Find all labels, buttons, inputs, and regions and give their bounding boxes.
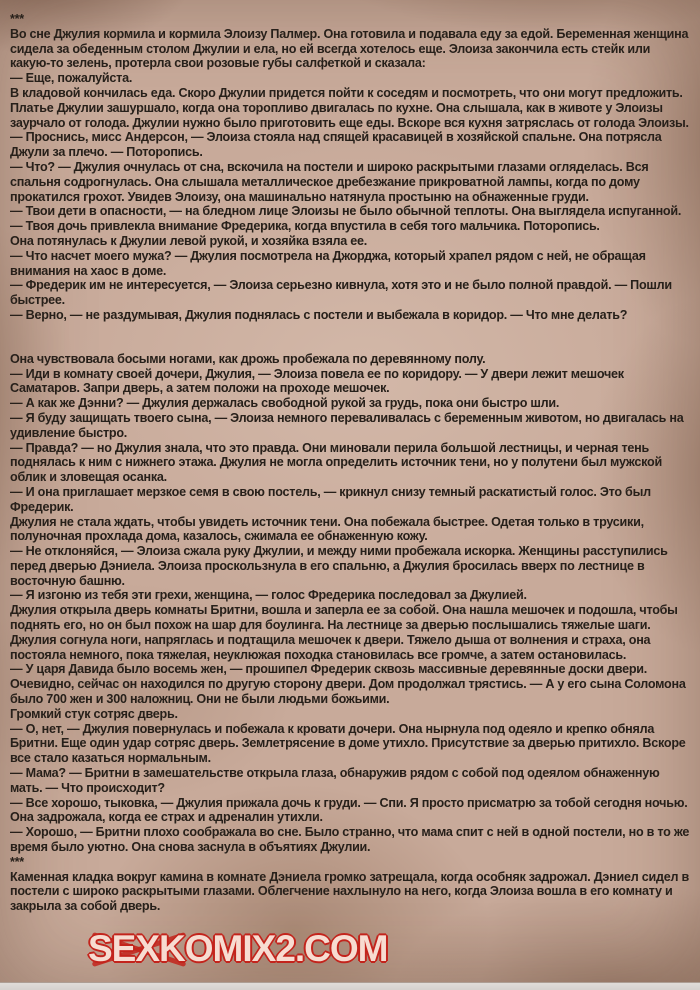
story-paragraph: — А как же Дэнни? — Джулия держалась свободной рукой за грудь, пока они быстро шли.	[10, 396, 560, 411]
story-paragraph: — Твои дети в опасности, — на бледном лице Элоизы не было обычной теплоты. Она выглядела испуганной. — Твоя дочь привлекла внимание Фредерика, когда впустила в себя того мальчика. Поторопись.	[10, 204, 682, 234]
story-paragraph: Во сне Джулия кормила и кормила Элоизу Палмер. Она готовила и подавала еду за едой. Беременная женщина сидела за обеденным столом Джулии и ела, но ей всегда хотелось еще. Элоиза закончила есть стейк или какую-то зелень, протерла свои розовые губы салфеткой и сказала:	[10, 26, 689, 71]
story-paragraph: В кладовой кончилась еда. Скоро Джулии придется пойти к соседям и посмотреть, что они могут предложить. Платье Джулии зашуршало, когда она торопливо двигалась по кухне. Она слышала, как в животе у Элоизы заурчало от голода. Джулии нужно было приготовить еще еды. Вскоре вся кухня затряслась от голода Элоизы.	[10, 85, 689, 130]
section-separator: ***	[10, 12, 24, 26]
story-paragraph: Джулия не стала ждать, чтобы увидеть источник тени. Она побежала быстрее. Одетая только в трусики, полуночная прохлада дома, казалось, сжимала ее обнаженную кожу.	[10, 514, 644, 544]
story-paragraph: — Еще, пожалуйста.	[10, 71, 133, 86]
story-paragraph: — Правда? — но Джулия знала, что это правда. Они миновали перила большой лестницы, и черная тень поднялась к ним с нижнего этажа. Джулия не могла определить источник тени, но у полутени был мужской облик и зловещая осанка.	[10, 440, 662, 485]
story-paragraph: Она потянулась к Джулии левой рукой, и хозяйка взяла ее.	[10, 233, 368, 248]
story-paragraph: Каменная кладка вокруг камина в комнате Дэниела громко затрещала, когда особняк задрожал. Дэниел сидел в постели с широко раскрытыми глазами. Облегчение нахлынуло на него, когда Элоиза вошла в его комнату и закрыла за собой дверь.	[10, 869, 689, 914]
story-paragraph: — Иди в комнату своей дочери, Джулия, — Элоиза повела ее по коридору. — У двери лежит мешочек Саматаров. Запри дверь, а затем положи на проходе мешочек.	[10, 366, 624, 396]
paragraph-gap	[10, 323, 692, 352]
watermark-text: SEXKOMIX2.COM	[88, 928, 388, 969]
next-page-edge	[0, 982, 700, 990]
story-text	[10, 12, 692, 914]
story-paragraph: Громкий стук сотряс дверь.	[10, 706, 178, 721]
story-paragraph: — Верно, — не раздумывая, Джулия поднялась с постели и выбежала в коридор. — Что мне делать?	[10, 307, 628, 322]
story-paragraph: Она задрожала, когда ее страх и адреналин утихли.	[10, 810, 323, 825]
story-paragraph: — Проснись, мисс Андерсон, — Элоиза стояла над спящей красавицей в хозяйской спальне. Она потрясла Джули за плечо. — Поторопись.	[10, 130, 662, 160]
story-paragraph: — Мама? — Бритни в замешательстве открыла глаза, обнаружив рядом с собой под одеялом обнаженную мать. — Что происходит?	[10, 766, 660, 795]
story-paragraph: — Хорошо, — Бритни плохо соображала во сне. Было странно, что мама спит с ней в одной постели, но в то же время было уютно. Она снова заснула в объятиях Джулии.	[10, 825, 690, 855]
story-paragraph: — У царя Давида было восемь жен, — прошипел Фредерик сквозь массивные деревянные доски двери. Очевидно, сейчас он находился по другую сторону двери. Дом продолжал трястись. — А у его сына Соломона было 700 жен и 300 наложниц. Они не были людьми божьими.	[10, 662, 686, 707]
watermark	[88, 927, 388, 971]
story-paragraph: — Что? — Джулия очнулась от сна, вскочила на постели и широко раскрытыми глазами огляделась. Вся спальня содрогнулась. Она слышала металлическое дребезжание прикроватной лампы, когда по дому прокатился грохот. Увидев Элоизу, она машинально натянула простыню на обнаженные груди.	[10, 159, 649, 204]
story-paragraph: — Не отклоняйся, — Элоиза сжала руку Джулии, и между ними пробежала искорка. Женщины расступились перед дверью Дэниела. Элоиза проскользнула в его спальню, а Джулия бросилась вверх по лестнице в восточную башню.	[10, 544, 668, 588]
section-separator: ***	[10, 854, 24, 869]
story-paragraph: — Что насчет моего мужа? — Джулия посмотрела на Джорджа, который храпел рядом с ней, не обращая внимания на хаос в доме.	[10, 248, 646, 278]
story-paragraph: — Фредерик им не интересуется, — Элоиза серьезно кивнула, хотя это и не было полной правдой. — Пошли быстрее.	[10, 278, 672, 308]
story-paragraph: — О, нет, — Джулия повернулась и побежала к кровати дочери. Она нырнула под одеяло и крепко обняла Бритни. Еще один удар сотряс дверь. Землетрясение в доме утихло. Присутствие за дверью притихло. Вскоре все стало казаться нормальным.	[10, 721, 686, 766]
story-paragraph: Она чувствовала босыми ногами, как дрожь пробежала по деревянному полу.	[10, 351, 486, 366]
story-paragraph: Джулия открыла дверь комнаты Бритни, вошла и заперла ее за собой. Она нашла мешочек и подошла, чтобы поднять его, но он был похож на шар для боулинга. На лестнице за дверью послышались тяжелые шаги. Джулия согнула ноги, напряглась и подтащила мешочек к двери. Тяжело дыша от волнения и страха, она постояла немного, пока тяжелая, неуклюжая походка становилась все громче, а затем остановилась.	[10, 603, 678, 662]
story-paragraph: — И она приглашает мерзкое семя в свою постель, — крикнул снизу темный раскатистый голос. Это был Фредерик.	[10, 484, 651, 514]
story-paragraph: — Я изгоню из тебя эти грехи, женщина, — голос Фредерика последовал за Джулией.	[10, 588, 527, 603]
story-paragraph: — Все хорошо, тыковка, — Джулия прижала дочь к груди. — Спи. Я просто присматрю за тобой сегодня ночью.	[10, 795, 688, 810]
story-paragraph: — Я буду защищать твоего сына, — Элоиза немного переваливалась с беременным животом, но двигалась на удивление быстро.	[10, 410, 684, 440]
